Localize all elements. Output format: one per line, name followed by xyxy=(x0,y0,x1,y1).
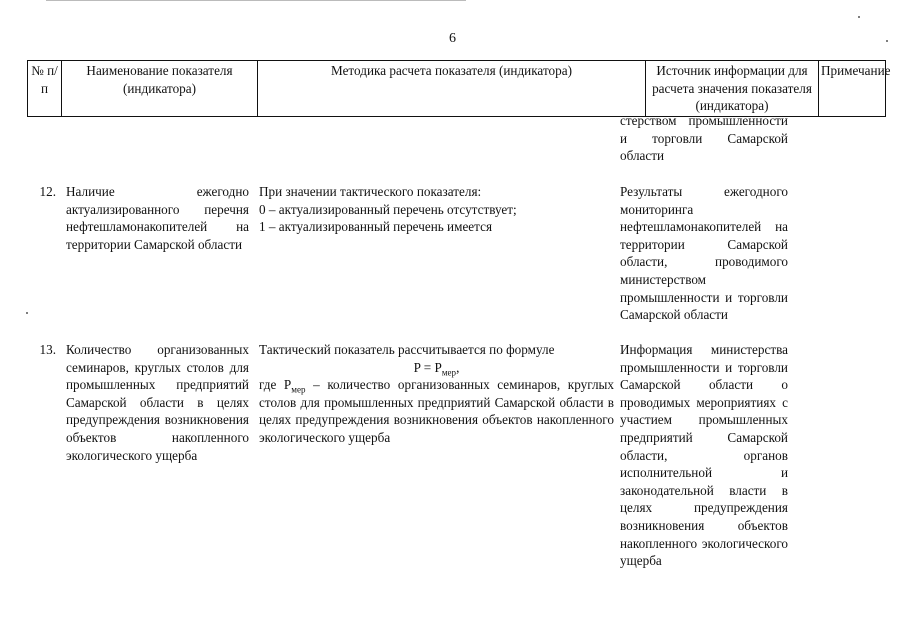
method-line: 0 – актуализированный перечень отсутствует; xyxy=(259,201,517,217)
header-indicator-name: Наименование показателя (индикатора) xyxy=(62,61,258,117)
header-number: № п/п xyxy=(28,61,62,117)
row-indicator-name: Наличие ежегодно актуализированного перечня нефтешламонакопителей на территории Самарской области xyxy=(66,184,249,252)
continuation-source: стерством промышленности и торговли Самарской области xyxy=(620,113,788,164)
row-calculation-method xyxy=(259,183,614,236)
row-number: 13. xyxy=(39,342,56,357)
row-number: 12. xyxy=(39,184,56,199)
page-number: 6 xyxy=(449,31,456,46)
header-information-source: Источник информации для расчета значения показателя (индикатора) xyxy=(646,61,819,117)
header-note: Примечание xyxy=(819,61,886,117)
row-calculation-method xyxy=(259,341,614,447)
method-intro: Тактический показатель рассчитывается по формуле xyxy=(259,342,555,357)
formula-explanation: где $P_{мер}$ – количество организованных семинаров, круглых столов для промышленных предприятий Самарской области в целях предупреждения возникновения объектов накопленного экологического ущерба xyxy=(259,377,614,445)
method-line: 1 – актуализированный перечень имеется xyxy=(259,219,493,235)
scan-speck xyxy=(886,40,888,42)
scan-speck xyxy=(858,16,860,18)
top-rule xyxy=(46,0,466,1)
table-header xyxy=(27,60,891,117)
row-information-source: Результаты ежегодного мониторинга нефтешламонакопителей на территории Самарской области, проводимого министерством промышленности и торговли Самарской области xyxy=(620,184,788,323)
scan-speck xyxy=(26,312,28,314)
row-information-source: Информация министерства промышленности и торговли Самарской области о проводимых мероприятиях с участием промышленных предприятий Самарской области, органов исполнительной и законодательной власти в целях предупреждения возникновения объектов накопленного экологического ущерба xyxy=(620,342,788,569)
formula: $P = P_{мер}$, xyxy=(413,359,460,378)
row-indicator-name: Количество организованных семинаров, круглых столов для промышленных предприятий Самарской области в целях предупреждения возникновения объектов накопленного экологического ущерба xyxy=(66,342,249,463)
method-intro: При значении тактического показателя: xyxy=(259,184,482,199)
header-calculation-method: Методика расчета показателя (индикатора) xyxy=(258,61,646,117)
